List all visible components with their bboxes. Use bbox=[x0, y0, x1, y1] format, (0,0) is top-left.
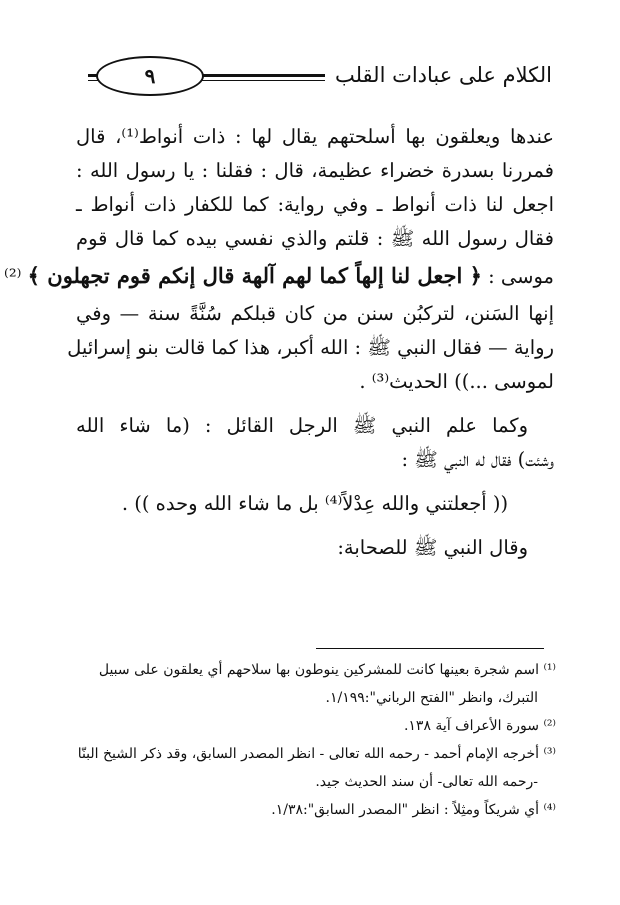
footnotes bbox=[78, 656, 556, 824]
footnote-4: ⁽⁴⁾ أي شريكاً ومثِلاً : انظر "المصدر السابق":١/٣٨. bbox=[271, 802, 556, 818]
text-line-10: وشئت) فقال له النبي ﷺ : bbox=[401, 448, 554, 471]
footnote-1-cont: التبرك، وانظر "الفتح الرباني":١/١٩٩. bbox=[325, 690, 538, 706]
footnote-3: ⁽³⁾ أخرجه الإمام أحمد - رحمه الله تعالى - انظر المصدر السابق، وقد ذكر الشيخ البنّا bbox=[77, 746, 556, 762]
text-line-1: عندها ويعلقون بها أسلحتهم يقال لها : ذات أنواط⁽¹⁾، قال bbox=[76, 125, 555, 148]
text-line-12: وقال النبي ﷺ للصحابة: bbox=[337, 536, 528, 559]
text-line-5 bbox=[4, 256, 554, 297]
main-text bbox=[4, 120, 555, 565]
footnote-1: ⁽¹⁾ اسم شجرة بعينها كانت للمشركين ينوطون بها سلاحهم أي يعلقون على سبيل bbox=[98, 662, 556, 678]
quran-verse: ﴿ اجعل لنا إلهاً كما لهم آلهة قال إنكم قوم تجهلون ﴾ bbox=[27, 263, 482, 288]
text-line-2: فمررنا بسدرة خضراء عظيمة، قال : فقلنا : يا رسول الله : bbox=[76, 159, 554, 182]
text-line-8: لموسى ...)) الحديث⁽³⁾ . bbox=[359, 370, 554, 393]
text-line-3: اجعل لنا ذات أنواط ـ وفي رواية: كما للكفار ذات أنواط ـ bbox=[76, 193, 554, 216]
page-number: ٩ bbox=[96, 56, 204, 96]
text-line-5-lead: موسى : bbox=[488, 265, 554, 288]
running-header bbox=[88, 56, 558, 96]
text-line-7: رواية — فقال النبي ﷺ : الله أكبر، هذا كما قالت بنو إسرائيل bbox=[67, 336, 554, 359]
header-title: الكلام على عبادات القلب bbox=[325, 58, 558, 92]
text-line-9: وكما علم النبي ﷺ الرجل القائل : (ما شاء الله bbox=[76, 414, 528, 437]
text-line-11-quote: (( أجعلتني والله عِدْلاً⁽⁴⁾ بل ما شاء الله وحده )) . bbox=[121, 492, 509, 515]
footnote-3-cont: -رحمه الله تعالى- أن سند الحديث جيد. bbox=[315, 774, 538, 790]
footnote-2: ⁽²⁾ سورة الأعراف آية ١٣٨. bbox=[403, 718, 556, 734]
footnote-separator bbox=[316, 648, 544, 649]
text-line-4: فقال رسول الله ﷺ : قلتم والذي نفسي بيده كما قال قوم bbox=[76, 227, 554, 250]
quran-footnote-ref: ⁽²⁾ bbox=[4, 265, 22, 288]
text-line-6: إنها السَنن، لتركبُن سنن من كان قبلكم سُنَّةً سنة — وفي bbox=[76, 302, 554, 325]
